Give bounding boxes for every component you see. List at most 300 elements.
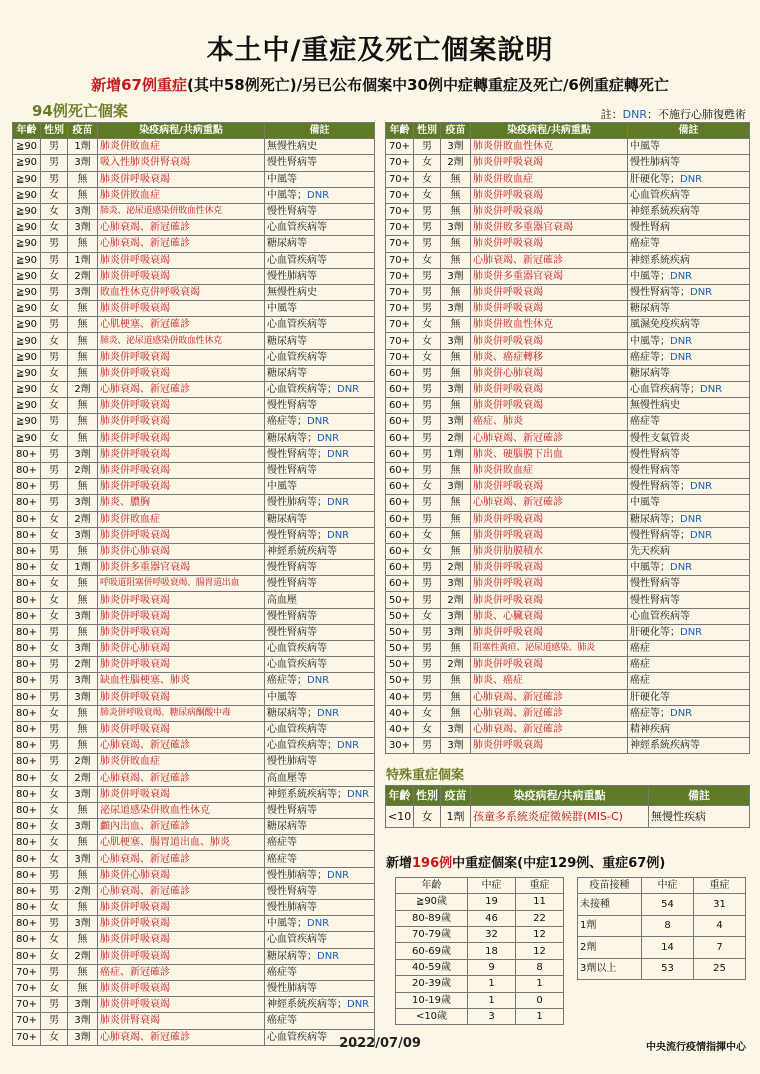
cell-remark: 心血管疾病等 [265, 252, 375, 268]
table-row [396, 992, 564, 1008]
cell-remark: 神經系統疾病等 [265, 543, 375, 559]
cell-remark: 癌症等 [265, 851, 375, 867]
cell-vaccine: 2劑 [441, 430, 471, 446]
cell-sex: 男 [41, 446, 68, 462]
cell-severe: 0 [516, 992, 564, 1008]
cell-sex: 女 [41, 203, 68, 219]
cell-vaccine: 無 [441, 705, 471, 721]
cell-vaccine: 3劑 [68, 1029, 98, 1045]
table-row [396, 976, 564, 992]
cell-vaccine: 無 [68, 835, 98, 851]
cell-moderate: 14 [642, 937, 694, 959]
col-vaccine: 疫苗 [441, 123, 471, 139]
cell-course: 肺炎併腎衰竭 [98, 1013, 265, 1029]
cell-remark: 慢性腎病等 [628, 446, 750, 462]
table-row [386, 430, 750, 446]
table-row [13, 268, 375, 284]
cell-remark: 糖尿病等 [265, 236, 375, 252]
cell-vaccine: 3劑 [68, 527, 98, 543]
cell-course: 肺炎併呼吸衰竭 [471, 738, 628, 754]
table-row [386, 495, 750, 511]
cell-age: ≧90 [13, 382, 41, 398]
table-row [396, 926, 564, 942]
cell-age: ≧90 [13, 398, 41, 414]
cell-sex: 女 [414, 171, 441, 187]
cell-vaccine: 無 [441, 365, 471, 381]
cell-course: 心肺衰竭、新冠確診 [98, 236, 265, 252]
cell-sex: 男 [41, 479, 68, 495]
cell-remark: 癌症等；DNR [265, 414, 375, 430]
new-severe-title: 新增196例中重症個案(中症129例、重症67例) [386, 856, 666, 871]
table-row [13, 462, 375, 478]
cell-remark: 慢性肺病等 [265, 754, 375, 770]
table-row [386, 721, 750, 737]
cell-course: 肺炎併敗血症 [98, 754, 265, 770]
cell-sex: 男 [41, 284, 68, 300]
table-header-row [13, 123, 375, 139]
cell-sex: 女 [414, 806, 441, 828]
cell-vaccine: 2劑 [68, 268, 98, 284]
table-row [13, 155, 375, 171]
cell-course: 肺炎併呼吸衰竭 [471, 624, 628, 640]
cell-course: 肺炎併呼吸衰竭 [471, 236, 628, 252]
cell-remark: 神經系統疾病 [628, 252, 750, 268]
table-row [386, 139, 750, 155]
table-row [386, 479, 750, 495]
table-row [13, 349, 375, 365]
cell-course: 心肺衰竭、新冠確診 [98, 883, 265, 899]
cell-sex: 女 [41, 786, 68, 802]
cell-age: <10 [386, 806, 414, 828]
table-row [386, 203, 750, 219]
cell-moderate: 18 [468, 943, 516, 959]
cell-severe: 12 [516, 926, 564, 942]
cell-sex: 男 [414, 446, 441, 462]
cell-age: 70+ [13, 964, 41, 980]
table-row [13, 738, 375, 754]
cell-remark: 心血管疾病等 [265, 349, 375, 365]
cell-vaccine: 1劑 [441, 446, 471, 462]
cell-sex: 男 [41, 964, 68, 980]
issuing-org: 中央流行疫情指揮中心 [646, 1042, 746, 1053]
cell-vaccine: 無 [68, 301, 98, 317]
cell-course: 心肺衰竭、新冠確診 [98, 220, 265, 236]
cell-vaccine: 3劑 [68, 673, 98, 689]
cell-vaccine: 無 [68, 430, 98, 446]
cell-remark: 慢性腎病 [628, 220, 750, 236]
cell-vaccine: 無 [441, 511, 471, 527]
table-row [386, 365, 750, 381]
cell-remark: 慢性腎病等 [265, 608, 375, 624]
cell-age: 80+ [13, 851, 41, 867]
cell-sex: 女 [414, 705, 441, 721]
table-row [13, 980, 375, 996]
cell-age: 70+ [386, 155, 414, 171]
cell-course: 肺炎併呼吸衰竭 [98, 349, 265, 365]
cell-age: 70+ [386, 252, 414, 268]
cell-course: 肺炎併呼吸衰竭 [98, 446, 265, 462]
cell-course: 肺炎併呼吸衰竭 [471, 187, 628, 203]
table-row [13, 139, 375, 155]
cell-remark: 肝硬化等；DNR [628, 171, 750, 187]
table-row [13, 414, 375, 430]
cell-course: 肺炎併呼吸衰竭 [471, 382, 628, 398]
cell-course: 肺炎併呼吸衰竭 [98, 657, 265, 673]
cell-remark: 慢性肺病等 [265, 268, 375, 284]
cell-moderate: 46 [468, 910, 516, 926]
cell-remark: 肝硬化等 [628, 689, 750, 705]
cell-vaccine: 3劑 [68, 220, 98, 236]
cell-sex: 女 [41, 560, 68, 576]
cell-sex: 男 [41, 997, 68, 1013]
cell-course: 肺炎併呼吸衰竭 [98, 462, 265, 478]
cell-remark: 慢性腎病等 [628, 576, 750, 592]
cell-remark: 糖尿病等 [628, 301, 750, 317]
cell-vaccine: 無 [441, 543, 471, 559]
cell-moderate: 32 [468, 926, 516, 942]
cell-vaccine: 3劑 [441, 268, 471, 284]
cell-remark: 神經系統疾病等 [628, 738, 750, 754]
cell-vaccine: 無 [68, 398, 98, 414]
cell-severe: 25 [694, 958, 746, 980]
cell-sex: 女 [41, 835, 68, 851]
table-row [578, 894, 746, 916]
cell-age: 60+ [386, 430, 414, 446]
table-row [13, 932, 375, 948]
cell-vaccine: 1劑 [68, 560, 98, 576]
cell-vaccine: 3劑 [441, 220, 471, 236]
cell-age: 70+ [386, 220, 414, 236]
cell-remark: 糖尿病等；DNR [265, 705, 375, 721]
cell-age: 70+ [386, 349, 414, 365]
table-row [386, 527, 750, 543]
table-row [386, 220, 750, 236]
cell-remark: 心血管疾病等 [265, 317, 375, 333]
cell-sex: 男 [414, 414, 441, 430]
table-row [578, 937, 746, 959]
cell-course: 心肺衰竭、新冠確診 [471, 689, 628, 705]
cell-remark: 無慢性疾病 [649, 806, 750, 828]
table-row [396, 1008, 564, 1024]
col-age: 年齡 [396, 878, 468, 894]
cell-course: 心肺衰竭、新冠確診 [98, 851, 265, 867]
cell-sex: 女 [414, 252, 441, 268]
cell-vaccine: 無 [68, 802, 98, 818]
cell-vaccine: 無 [441, 462, 471, 478]
cell-course: 肺炎併敗血性休克 [471, 139, 628, 155]
cell-course: 心肌梗塞、新冠確診 [98, 317, 265, 333]
cell-age: 80+ [13, 916, 41, 932]
cell-course: 癌症、肺炎 [471, 414, 628, 430]
cell-vaccine: 3劑 [68, 851, 98, 867]
cell-course: 心肺衰竭、新冠確診 [471, 430, 628, 446]
table-row [386, 705, 750, 721]
cell-age: 50+ [386, 657, 414, 673]
cell-remark: 慢性腎病等；DNR [265, 527, 375, 543]
cell-remark: 心血管疾病等 [265, 1029, 375, 1045]
cell-remark: 高血壓等 [265, 770, 375, 786]
cell-age: ≧90 [13, 220, 41, 236]
table-row [13, 236, 375, 252]
cell-remark: 風濕免疫疾病等 [628, 317, 750, 333]
cell-sex: 女 [41, 592, 68, 608]
new-severe-count: 196例 [412, 856, 453, 871]
cell-sex: 女 [41, 398, 68, 414]
cell-age: 60+ [386, 527, 414, 543]
cell-age: 40+ [386, 689, 414, 705]
cell-sex: 女 [41, 1029, 68, 1045]
cell-vaccine: 無 [68, 317, 98, 333]
cell-remark: 糖尿病等 [265, 365, 375, 381]
table-row [13, 624, 375, 640]
cell-course: 肺炎、膿胸 [98, 495, 265, 511]
cell-moderate: 3 [468, 1008, 516, 1024]
table-row [13, 948, 375, 964]
cell-age: ≧90 [13, 430, 41, 446]
cell-vaccine: 無 [68, 900, 98, 916]
cell-age: ≧90 [13, 365, 41, 381]
cell-sex: 女 [41, 819, 68, 835]
cell-remark: 慢性肺病等 [265, 900, 375, 916]
cell-sex: 男 [41, 624, 68, 640]
cell-remark: 慢性腎病等 [265, 462, 375, 478]
table-row [13, 835, 375, 851]
cell-course: 心肺衰竭、新冠確診 [98, 1029, 265, 1045]
cell-vaccine: 3劑 [68, 916, 98, 932]
cell-sex: 女 [41, 301, 68, 317]
cell-course: 肺炎併呼吸衰竭 [98, 592, 265, 608]
cell-age: 80+ [13, 867, 41, 883]
cell-remark: 精神疾病 [628, 721, 750, 737]
age-breakdown-table [395, 877, 564, 1025]
cell-age: 70+ [386, 301, 414, 317]
cell-sex: 男 [41, 414, 68, 430]
table-row [13, 916, 375, 932]
cell-sex: 男 [414, 365, 441, 381]
cell-course: 肺炎併呼吸衰竭 [98, 301, 265, 317]
table-row [386, 333, 750, 349]
cell-sex: 女 [414, 543, 441, 559]
cell-remark: 慢性腎病等；DNR [628, 479, 750, 495]
cell-course: 吸入性肺炎併腎衰竭 [98, 155, 265, 171]
cell-course: 肺炎併呼吸衰竭 [98, 608, 265, 624]
cell-sex: 女 [41, 382, 68, 398]
cell-sex: 男 [41, 543, 68, 559]
cell-course: 肺炎併呼吸衰竭 [98, 624, 265, 640]
table-row [578, 958, 746, 980]
cell-sex: 男 [41, 236, 68, 252]
table-row [386, 462, 750, 478]
cell-vaccine: 無 [441, 236, 471, 252]
cell-course: 孩童多系統炎症徵候群(MIS-C) [471, 806, 649, 828]
cell-age: 80+ [13, 527, 41, 543]
cell-group: <10歲 [396, 1008, 468, 1024]
cell-age: 70+ [13, 997, 41, 1013]
cell-remark: 癌症等 [265, 835, 375, 851]
cell-vaccine: 2劑 [441, 560, 471, 576]
cell-vaccine: 2劑 [68, 883, 98, 899]
cell-age: 80+ [13, 495, 41, 511]
col-vaccine: 疫苗接種 [578, 878, 642, 894]
cell-course: 肺炎併敗血症 [471, 171, 628, 187]
table-row [386, 268, 750, 284]
cell-remark: 糖尿病等 [265, 333, 375, 349]
cell-remark: 心血管疾病等；DNR [265, 738, 375, 754]
cell-severe: 12 [516, 943, 564, 959]
cell-remark: 慢性腎病等 [265, 802, 375, 818]
table-row [13, 479, 375, 495]
table-row [386, 349, 750, 365]
col-remark: 備註 [628, 123, 750, 139]
cell-age: 80+ [13, 802, 41, 818]
cell-remark: 中風等；DNR [628, 268, 750, 284]
cell-sex: 男 [41, 349, 68, 365]
cell-severe: 7 [694, 937, 746, 959]
cell-vaccine: 無 [68, 980, 98, 996]
cell-sex: 女 [41, 851, 68, 867]
cell-age: 70+ [13, 1013, 41, 1029]
table-row [386, 398, 750, 414]
special-table [385, 785, 750, 828]
cell-age: 80+ [13, 543, 41, 559]
cell-course: 肺炎併心肺衰竭 [98, 641, 265, 657]
cell-course: 心肺衰竭、新冠確診 [98, 382, 265, 398]
cell-remark: 神經系統疾病等 [628, 203, 750, 219]
cell-age: 60+ [386, 560, 414, 576]
table-row [13, 365, 375, 381]
table-row [13, 657, 375, 673]
cell-sex: 男 [414, 689, 441, 705]
cell-sex: 女 [41, 187, 68, 203]
cell-vaccine: 2劑 [441, 155, 471, 171]
cell-age: 80+ [13, 819, 41, 835]
cell-vaccine: 3劑 [68, 997, 98, 1013]
cell-course: 肺炎併呼吸衰竭 [98, 414, 265, 430]
cell-vaccine: 無 [68, 576, 98, 592]
cell-age: 70+ [386, 268, 414, 284]
cell-course: 肺炎併呼吸衰竭 [471, 155, 628, 171]
table-row [13, 495, 375, 511]
cell-age: ≧90 [13, 333, 41, 349]
cell-remark: 無慢性病史 [628, 398, 750, 414]
cell-remark: 慢性腎病等 [265, 155, 375, 171]
cell-group: 80-89歲 [396, 910, 468, 926]
cell-remark: 中風等；DNR [265, 187, 375, 203]
cell-course: 肺炎併心肺衰竭 [98, 543, 265, 559]
cell-sex: 男 [414, 139, 441, 155]
cell-course: 心肺衰竭、新冠確診 [98, 770, 265, 786]
table-row [386, 641, 750, 657]
cell-age: 60+ [386, 511, 414, 527]
cell-vaccine: 3劑 [68, 155, 98, 171]
cell-age: 80+ [13, 948, 41, 964]
cell-age: 60+ [386, 365, 414, 381]
cell-remark: 糖尿病等；DNR [265, 430, 375, 446]
cell-sex: 女 [414, 317, 441, 333]
cell-age: 70+ [386, 236, 414, 252]
cell-remark: 癌症 [628, 641, 750, 657]
cell-course: 肺炎併呼吸衰竭 [98, 721, 265, 737]
table-row [13, 382, 375, 398]
cell-age: ≧90 [13, 171, 41, 187]
cell-sex: 男 [414, 592, 441, 608]
cell-vaccine: 無 [68, 365, 98, 381]
col-sex: 性別 [41, 123, 68, 139]
cell-remark: 癌症等；DNR [628, 349, 750, 365]
cell-vaccine: 2劑 [68, 754, 98, 770]
cell-age: 60+ [386, 446, 414, 462]
table-row [386, 657, 750, 673]
table-row [386, 592, 750, 608]
cell-sex: 女 [41, 608, 68, 624]
cell-remark: 慢性支氣管炎 [628, 430, 750, 446]
cell-vaccine: 無 [441, 349, 471, 365]
cell-sex: 女 [41, 430, 68, 446]
cell-age: 80+ [13, 608, 41, 624]
cell-remark: 高血壓 [265, 592, 375, 608]
cell-age: 70+ [386, 139, 414, 155]
cell-course: 肺炎併敗血症 [98, 511, 265, 527]
cell-vaccine: 3劑 [441, 382, 471, 398]
special-section-title: 特殊重症個案 [386, 768, 465, 783]
cell-age: 60+ [386, 543, 414, 559]
cell-remark: 癌症 [628, 673, 750, 689]
table-row [13, 900, 375, 916]
table-row [13, 964, 375, 980]
cell-vaccine: 無 [68, 187, 98, 203]
cell-course: 肺炎、泌尿道感染併敗血性休克 [98, 333, 265, 349]
cell-sex: 男 [414, 624, 441, 640]
table-row [13, 883, 375, 899]
cell-vaccine: 2劑 [68, 382, 98, 398]
cell-group: 40-59歲 [396, 959, 468, 975]
cell-vaccine: 無 [68, 932, 98, 948]
table-row [13, 592, 375, 608]
cell-sex: 女 [41, 770, 68, 786]
cell-sex: 男 [41, 673, 68, 689]
cell-vaccine: 3劑 [68, 608, 98, 624]
cell-course: 缺血性腦梗塞、肺炎 [98, 673, 265, 689]
cell-sex: 男 [41, 689, 68, 705]
cell-sex: 男 [414, 560, 441, 576]
cell-course: 肺炎併呼吸衰竭 [98, 527, 265, 543]
cell-vaccine: 3劑 [441, 624, 471, 640]
cell-age: 60+ [386, 398, 414, 414]
cell-course: 肺炎併呼吸衰竭 [98, 252, 265, 268]
cell-group: 20-39歲 [396, 976, 468, 992]
cell-course: 肺炎、泌尿道感染併敗血性休克 [98, 203, 265, 219]
cell-age: 80+ [13, 624, 41, 640]
cell-group: 70-79歲 [396, 926, 468, 942]
cell-age: 60+ [386, 382, 414, 398]
cell-severe: 22 [516, 910, 564, 926]
table-row [13, 511, 375, 527]
cell-group: 60-69歲 [396, 943, 468, 959]
table-row [13, 171, 375, 187]
cell-sex: 男 [414, 495, 441, 511]
cell-age: 50+ [386, 624, 414, 640]
cell-sex: 女 [41, 333, 68, 349]
cell-vaccine: 無 [441, 673, 471, 689]
cell-course: 肺炎併敗血症 [471, 462, 628, 478]
table-row [396, 910, 564, 926]
table-row [13, 301, 375, 317]
cell-sex: 男 [414, 657, 441, 673]
cell-sex: 女 [414, 608, 441, 624]
cell-age: 60+ [386, 462, 414, 478]
table-row [386, 738, 750, 754]
cell-vaccine: 3劑 [441, 301, 471, 317]
